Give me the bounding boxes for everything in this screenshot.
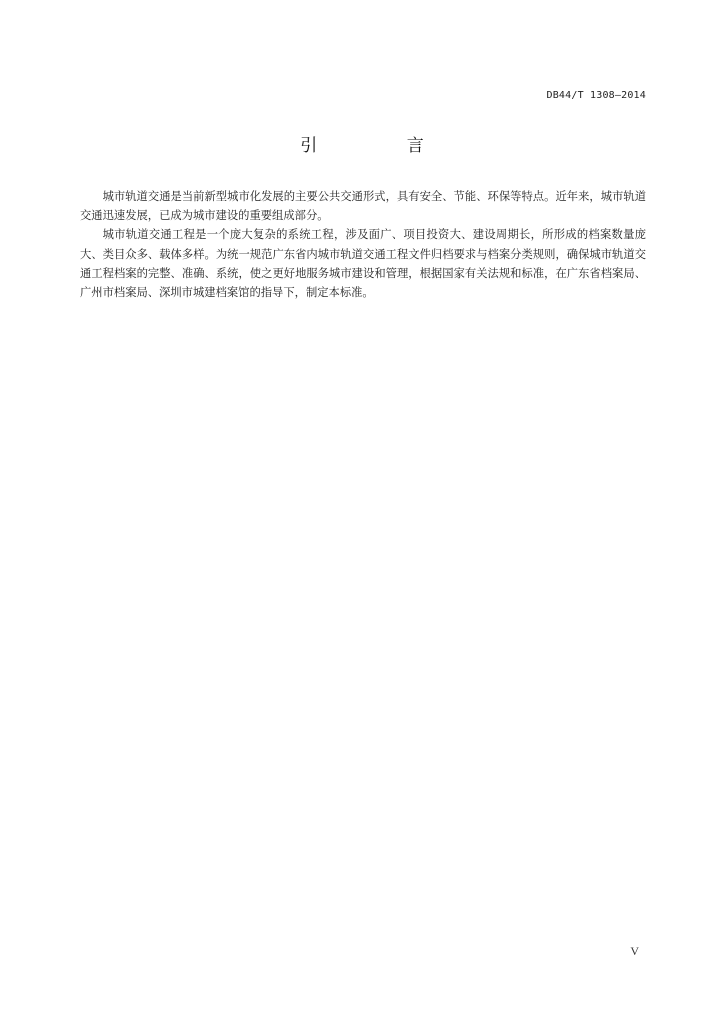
document-code: DB44/T 1308—2014 [546,90,646,101]
introduction-body [80,187,646,302]
paragraph: 城市轨道交通工程是一个庞大复杂的系统工程，涉及面广、项目投资大、建设周期长，所形成的档案数量庞大、类目众多、载体多样。为统一规范广东省内城市轨道交通工程文件归档要求与档案分类规则，确保城市轨道交通工程档案的完整、准确、系统，使之更好地服务城市建设和管理，根据国家有关法规和标准，在广东省档案局、广州市档案局、深圳市城建档案馆的指导下，制定本标准。 [80,228,646,300]
page-title: 引 言 [300,136,466,156]
page-number: V [630,944,639,958]
paragraph: 城市轨道交通是当前新型城市化发展的主要公共交通形式，具有安全、节能、环保等特点。近年来，城市轨道交通迅速发展，已成为城市建设的重要组成部分。 [80,190,646,223]
